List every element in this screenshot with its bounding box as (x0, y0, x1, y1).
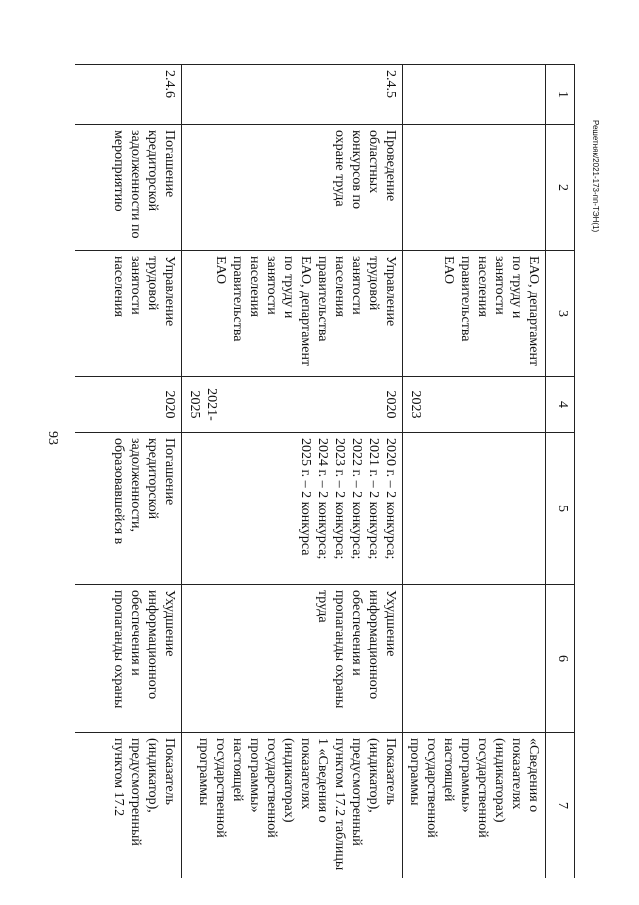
period-start: 2020 (162, 390, 177, 419)
cell-number (403, 65, 546, 125)
rotated-table-container (75, 64, 575, 878)
table-row (75, 65, 182, 879)
cell-consequence (403, 585, 546, 733)
header-col-2: 2 (546, 125, 575, 251)
page-number: 93 (45, 431, 60, 445)
table-row (403, 65, 546, 879)
cell-consequence: Ухудшение информационного обеспечения и пропаганды охраны труда (182, 585, 403, 733)
cell-consequence: Ухудшение информационного обеспечения и пропаганды охраны (75, 585, 182, 733)
header-row (546, 65, 575, 879)
table-landscape (75, 64, 575, 878)
cell-number: 2.4.5 (182, 65, 403, 125)
cell-period (75, 377, 182, 433)
cell-measure (403, 125, 546, 251)
header-col-5: 5 (546, 433, 575, 585)
period-end: 2023 (408, 390, 423, 419)
cell-indicator: Показатель (индикатор), предусмотренный пунктом 17.2 (75, 733, 182, 879)
header-col-4: 4 (546, 377, 575, 433)
cell-period (182, 377, 403, 433)
cell-executor: ЕАО, департамент по труду и занятости населения правительства ЕАО (403, 251, 546, 377)
cell-result: Погашение кредиторской задолженности, образовавшейся в (75, 433, 182, 585)
cell-period (403, 377, 546, 433)
cell-result: 2020 г. – 2 конкурса; 2021 г. – 2 конкурса; 2022 г. – 2 конкурса; 2023 г. – 2 конкурса; 2024 г. – 2 конкурса; 2025 г. – 2 конкурса (182, 433, 403, 585)
cell-indicator: «Сведения о показателях (индикаторах) государственной программы» настоящей государственной программы (403, 733, 546, 879)
cell-number: 2.4.6 (75, 65, 182, 125)
period-end: 2021-2025 (187, 388, 219, 421)
cell-indicator: Показатель (индикатор), предусмотренный пунктом 17.2 таблицы 1 «Сведения о показателях (индикаторах) государственной программы» настоящей государственной программы (182, 733, 403, 879)
cell-executor: Управление трудовой занятости населения правительства ЕАО, департамент по труду и занятости населения правительства ЕАО (182, 251, 403, 377)
program-table (75, 64, 575, 878)
header-col-3: 3 (546, 251, 575, 377)
table-row (182, 65, 403, 879)
document-footer: Решетняк/2021-173-пп-ТЭН(1) (591, 120, 600, 233)
cell-result (403, 433, 546, 585)
header-col-6: 6 (546, 585, 575, 733)
cell-executor: Управление трудовой занятости населения (75, 251, 182, 377)
period-start: 2020 (383, 390, 398, 419)
cell-measure: Проведение областных конкурсов по охране труда (182, 125, 403, 251)
header-col-1: 1 (546, 65, 575, 125)
header-col-7: 7 (546, 733, 575, 879)
cell-measure: Погашение кредиторской задолженности по мероприятию (75, 125, 182, 251)
